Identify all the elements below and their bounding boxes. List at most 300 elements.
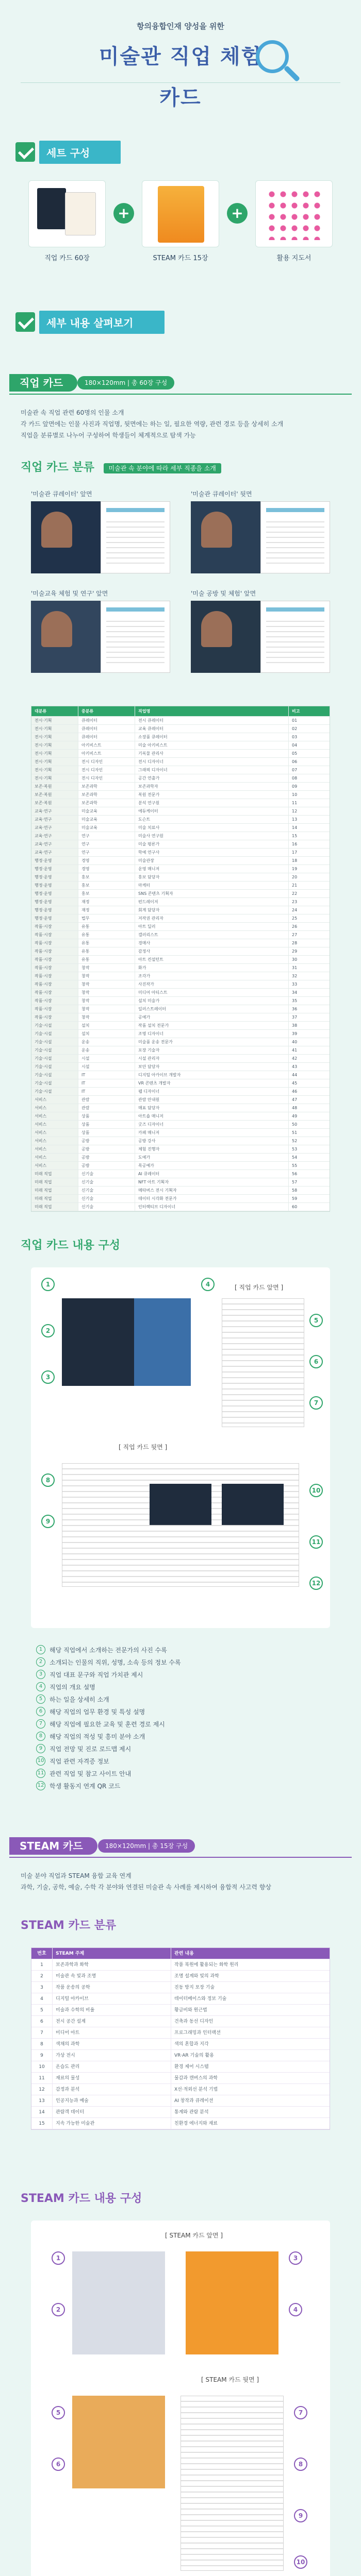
table-cell: 56 xyxy=(288,1170,330,1178)
table-cell: 미술 아키비스트 xyxy=(135,741,288,749)
table-cell: 황금비와 원근법 xyxy=(171,2005,330,2015)
table-cell: 운송 xyxy=(78,1038,135,1046)
table-cell: 10 xyxy=(288,791,330,799)
table-row xyxy=(31,964,330,972)
table-cell: 유통 xyxy=(78,931,135,939)
front-label: [ 직업 카드 앞면 ] xyxy=(235,1284,284,1291)
table-cell: 서비스 xyxy=(31,1137,78,1145)
table-cell: 사진작가 xyxy=(135,980,288,988)
table-cell: VR·AR 기술의 활용 xyxy=(171,2050,330,2061)
table-cell: NFT 아트 기획자 xyxy=(135,1178,288,1186)
table-cell: 창작 xyxy=(78,972,135,980)
table-row xyxy=(31,1088,330,1096)
table-cell: 창작 xyxy=(78,1013,135,1021)
table-cell: 전시 디자인 xyxy=(78,758,135,766)
marker-4: 4 xyxy=(201,1278,215,1291)
table-cell: 상품 xyxy=(78,1129,135,1137)
table-row xyxy=(31,1145,330,1154)
table-row xyxy=(31,873,330,882)
job-card-caption: '미술교육 체험 및 연구' 앞면 xyxy=(31,590,108,597)
table-cell: IT xyxy=(78,1079,135,1087)
table-cell: 아키비스트 xyxy=(78,741,135,749)
steam-back-image xyxy=(72,2396,165,2488)
back-label: [ STEAM 카드 뒷면 ] xyxy=(201,2376,259,2383)
steam-comp-heading: STEAM 카드 내용 구성 xyxy=(21,2192,142,2205)
table-cell: 기술·시설 xyxy=(31,1022,78,1029)
marker-1: 1 xyxy=(52,2251,65,2265)
job-sort-note: 미술관 속 분야에 따라 세부 직종을 소개 xyxy=(104,463,221,473)
table-cell: 신기술 xyxy=(78,1178,135,1186)
table-cell: 설치 xyxy=(78,1022,135,1029)
table-row xyxy=(31,1121,330,1129)
table-row xyxy=(31,1129,330,1137)
marker-8: 8 xyxy=(294,2458,307,2471)
marker-3: 3 xyxy=(289,2251,302,2265)
job-card-example xyxy=(31,589,170,673)
table-cell: 행정·운영 xyxy=(31,857,78,865)
table-cell: IT xyxy=(78,1071,135,1079)
table-cell: 서비스 xyxy=(31,1154,78,1161)
section-set-label: 세트 구성 xyxy=(39,141,121,164)
table-cell: 전시·기획 xyxy=(31,766,78,774)
table-cell: 창작 xyxy=(78,997,135,1005)
table-cell: 매표 담당자 xyxy=(135,1104,288,1112)
job-card-example xyxy=(31,489,170,573)
table-row xyxy=(31,1104,330,1112)
hero-subtitle: 항의융합인재 양성을 위한 xyxy=(137,22,224,31)
table-cell: 디지털 아카이브 개발자 xyxy=(135,1071,288,1079)
table-row xyxy=(31,947,330,956)
table-cell: 2 xyxy=(40,1974,43,1979)
list-item: 2 소개되는 인물의 직위, 성명, 소속 등의 정보 수록 xyxy=(36,1656,335,1668)
table-cell: 신기술 xyxy=(78,1195,135,1202)
marker-5: 5 xyxy=(52,2406,65,2419)
marker-4: 4 xyxy=(289,2303,302,2316)
table-row xyxy=(31,766,330,774)
card-text-block xyxy=(222,1298,304,1427)
steam-sort-heading: STEAM 카드 분류 xyxy=(21,1919,117,1932)
table-cell: 시설 xyxy=(78,1055,135,1062)
table-cell: 23 xyxy=(288,898,330,906)
table-cell: 물감과 캔버스의 과학 xyxy=(171,2073,330,2083)
table-cell: 미술 평론가 xyxy=(135,840,288,848)
table-row xyxy=(31,1046,330,1055)
table-cell: 공방 xyxy=(78,1162,135,1170)
table-cell: 전시·기획 xyxy=(31,750,78,757)
table-cell: 작품·시장 xyxy=(31,964,78,972)
table-cell: 미래 직업 xyxy=(31,1170,78,1178)
table-row xyxy=(31,2016,330,2027)
table-cell: 39 xyxy=(288,1030,330,1038)
table-cell: 작품·시장 xyxy=(31,980,78,988)
table-cell: 서비스 xyxy=(31,1104,78,1112)
table-cell: 체험 진행자 xyxy=(135,1145,288,1153)
table-cell: 홍보 담당자 xyxy=(135,873,288,881)
table-cell: 환경 제어 시스템 xyxy=(171,2061,330,2072)
set-item-label: STEAM 카드 15장 xyxy=(153,255,208,262)
section-set-heading xyxy=(15,139,121,165)
table-cell: 17 xyxy=(288,849,330,856)
table-cell: 창작 xyxy=(78,1005,135,1013)
table-cell: 20 xyxy=(288,873,330,881)
table-row xyxy=(31,1038,330,1046)
table-cell: 기술·시설 xyxy=(31,1038,78,1046)
table-header-cell: 비고 xyxy=(288,706,330,716)
table-cell: SNS 콘텐츠 기획자 xyxy=(135,890,288,897)
table-row xyxy=(31,1993,330,2005)
table-cell: 행정·운영 xyxy=(31,898,78,906)
table-cell: 전시·기획 xyxy=(31,733,78,741)
guide-thumbnail xyxy=(255,180,333,247)
set-item-steam-cards xyxy=(142,180,219,262)
list-item: 3 직업 대표 문구와 직업 가치관 제시 xyxy=(36,1668,335,1681)
table-cell: 행정·운영 xyxy=(31,914,78,922)
table-row xyxy=(31,1162,330,1170)
table-cell: 미술과 수학의 비율 xyxy=(52,2005,171,2015)
table-cell: 가상 전시 xyxy=(52,2050,171,2061)
table-cell: 34 xyxy=(288,989,330,996)
table-cell: 화가 xyxy=(135,964,288,972)
table-cell: 21 xyxy=(288,882,330,889)
list-item: 6 해당 직업의 업무 환경 및 특성 설명 xyxy=(36,1705,335,1718)
table-cell: 30 xyxy=(288,956,330,963)
table-row xyxy=(31,997,330,1005)
table-cell: 작품 운송의 공학 xyxy=(52,1982,171,1993)
job-sort-title: 직업 카드 분류 xyxy=(21,461,94,474)
table-row xyxy=(31,832,330,840)
table-cell: 작품·시장 xyxy=(31,931,78,939)
table-row xyxy=(31,1203,330,1211)
table-cell: 01 xyxy=(288,717,330,724)
table-cell: 03 xyxy=(288,733,330,741)
table-row xyxy=(31,980,330,989)
table-cell: 조각가 xyxy=(135,972,288,980)
table-row xyxy=(31,2073,330,2084)
check-icon xyxy=(15,142,35,162)
table-row xyxy=(31,956,330,964)
marker-12: 12 xyxy=(309,1577,323,1590)
table-cell: 18 xyxy=(288,857,330,865)
job-card-examples xyxy=(31,489,330,673)
table-header xyxy=(31,1948,330,1959)
table-cell: 전시 디자인 xyxy=(78,766,135,774)
list-item: 5 하는 일을 상세히 소개 xyxy=(36,1693,335,1705)
table-cell: 신기술 xyxy=(78,1170,135,1178)
table-cell: 26 xyxy=(288,923,330,930)
card-back-block xyxy=(62,1463,299,1587)
paragraph: 각 카드 앞면에는 인물 사진과 직업명, 뒷면에는 하는 일, 필요한 역량, 관련 경로 등을 상세히 소개 xyxy=(21,420,284,428)
list-item: 1 해당 직업에서 소개하는 전문가의 사진 수록 xyxy=(36,1643,335,1656)
table-row xyxy=(31,1096,330,1104)
table-row xyxy=(31,865,330,873)
table-cell: 연구 xyxy=(78,840,135,848)
table-cell: 홍보 xyxy=(78,882,135,889)
table-cell: 아트 컨설턴트 xyxy=(135,956,288,963)
paragraph: 과학, 기술, 공학, 예술, 수학 각 분야와 연결된 미술관 속 사례를 제시하여 융합적 사고력 향상 xyxy=(21,1884,271,1891)
table-row xyxy=(31,931,330,939)
hero-header xyxy=(0,0,361,118)
table-cell: 32 xyxy=(288,972,330,980)
table-cell: 보안 담당자 xyxy=(135,1063,288,1071)
table-cell: 35 xyxy=(288,997,330,1005)
marker-1: 1 xyxy=(41,1278,55,1291)
table-row xyxy=(31,906,330,914)
table-cell: 기술·시설 xyxy=(31,1030,78,1038)
table-cell: 14 xyxy=(39,2110,45,2115)
table-cell: 28 xyxy=(288,939,330,947)
table-cell: 감정사 xyxy=(135,947,288,955)
job-comp-heading: 직업 카드 내용 구성 xyxy=(21,1239,120,1252)
steam-table xyxy=(31,1947,330,2130)
marker-2: 2 xyxy=(41,1324,55,1337)
table-cell: 3 xyxy=(40,1985,43,1990)
list-item: 7 해당 직업에 필요한 교육 및 훈련 경로 제시 xyxy=(36,1718,335,1730)
marker-9: 9 xyxy=(41,1515,55,1528)
table-cell: 색채의 과학 xyxy=(52,2039,171,2049)
table-cell: 작품·시장 xyxy=(31,989,78,996)
table-cell: 조명 디자이너 xyxy=(135,1030,288,1038)
table-cell: 홍보 xyxy=(78,873,135,881)
table-cell: 웹 디자이너 xyxy=(135,1088,288,1095)
table-cell: 갤러리스트 xyxy=(135,931,288,939)
table-cell: 재료의 물성 xyxy=(52,2073,171,2083)
paragraph: 미술 분야 직업과 STEAM 융합 교육 연계 xyxy=(21,1872,132,1879)
table-cell: 홍보 xyxy=(78,890,135,897)
card-photo xyxy=(62,1298,134,1386)
table-cell: 창작 xyxy=(78,964,135,972)
marker-10: 10 xyxy=(294,2555,307,2569)
table-cell: 교육·연구 xyxy=(31,816,78,823)
table-cell: 창작 xyxy=(78,989,135,996)
table-cell: 건축과 동선 디자인 xyxy=(171,2016,330,2027)
table-cell: 13 xyxy=(288,816,330,823)
job-card-caption: '미술 공방 및 체험' 앞면 xyxy=(191,590,256,597)
table-row xyxy=(31,783,330,791)
table-row xyxy=(31,1022,330,1030)
table-cell: 감정과 분석 xyxy=(52,2084,171,2095)
table-row xyxy=(31,890,330,898)
table-cell: 16 xyxy=(288,840,330,848)
table-cell: 작품 설치 전문가 xyxy=(135,1022,288,1029)
table-cell: 연구 xyxy=(78,832,135,840)
table-cell: 54 xyxy=(288,1154,330,1161)
table-cell: 미술관 속 빛과 조명 xyxy=(52,1971,171,1981)
table-cell: 교육 큐레이터 xyxy=(135,725,288,733)
job-sort-heading xyxy=(21,459,221,474)
table-header-cell: 대분류 xyxy=(31,706,78,716)
table-row xyxy=(31,824,330,832)
table-row xyxy=(31,2061,330,2073)
table-cell: 25 xyxy=(288,914,330,922)
table-cell: 큐레이터 xyxy=(78,717,135,724)
table-cell: 작품·시장 xyxy=(31,972,78,980)
table-row xyxy=(31,2005,330,2016)
table-cell: 상품 xyxy=(78,1112,135,1120)
table-row xyxy=(31,2084,330,2095)
table-cell: 창작 xyxy=(78,980,135,988)
table-row xyxy=(31,1982,330,1993)
hero-title-box xyxy=(88,36,273,110)
table-cell: 22 xyxy=(288,890,330,897)
table-cell: 06 xyxy=(288,758,330,766)
table-cell: 작품 복원에 활용되는 화학 원리 xyxy=(171,1959,330,1970)
table-cell: 기술·시설 xyxy=(31,1055,78,1062)
divider xyxy=(21,82,340,83)
table-cell: 33 xyxy=(288,980,330,988)
section-detail-heading xyxy=(15,309,165,335)
table-header-cell: 관련 내용 xyxy=(171,1948,330,1959)
table-cell: 작품·시장 xyxy=(31,923,78,930)
table-cell: 전시·기획 xyxy=(31,758,78,766)
table-cell: 5 xyxy=(40,2008,43,2013)
table-cell: 경매사 xyxy=(135,939,288,947)
table-cell: 유통 xyxy=(78,939,135,947)
table-cell: 인공지능과 예술 xyxy=(52,2095,171,2106)
table-row xyxy=(31,1071,330,1079)
table-cell: 보존·복원 xyxy=(31,783,78,790)
table-row xyxy=(31,774,330,783)
job-card-example xyxy=(191,589,330,673)
paragraph: 직업을 분류별로 나누어 구성하여 학생들이 체계적으로 탐색 가능 xyxy=(21,432,196,439)
marker-10: 10 xyxy=(309,1484,323,1497)
table-row xyxy=(31,1195,330,1203)
table-cell: 아키비스트 xyxy=(78,750,135,757)
table-cell: 46 xyxy=(288,1088,330,1095)
table-cell: 작품·시장 xyxy=(31,956,78,963)
steam-card-thumbnail xyxy=(142,180,219,247)
table-cell: 보존·복원 xyxy=(31,791,78,799)
table-cell: 공방 xyxy=(78,1154,135,1161)
list-item: 11 관련 직업 및 참고 사이트 안내 xyxy=(36,1767,335,1780)
table-row xyxy=(31,1013,330,1022)
table-cell: 아트 딜러 xyxy=(135,923,288,930)
table-header-cell: 번호 xyxy=(37,1951,46,1956)
table-cell: 미래 직업 xyxy=(31,1187,78,1194)
table-cell: 큐레이터 xyxy=(78,733,135,741)
table-cell: 55 xyxy=(288,1162,330,1170)
table-cell: 04 xyxy=(288,741,330,749)
table-cell: 02 xyxy=(288,725,330,733)
table-row xyxy=(31,857,330,865)
table-cell: 미래 직업 xyxy=(31,1203,78,1211)
table-cell: 친환경 에너지와 재료 xyxy=(171,2118,330,2129)
table-cell: 47 xyxy=(288,1096,330,1104)
magnifier-icon xyxy=(256,40,289,73)
table-row xyxy=(31,2107,330,2118)
table-cell: 44 xyxy=(288,1071,330,1079)
hero-title: 미술관 직업 체험 카드 xyxy=(99,45,262,110)
table-cell: 서비스 xyxy=(31,1121,78,1128)
table-header-cell: 직업명 xyxy=(135,706,288,716)
table-cell: 기술·시설 xyxy=(31,1079,78,1087)
list-item: 9 직업 전망 및 진로 로드맵 제시 xyxy=(36,1742,335,1755)
table-row xyxy=(31,939,330,947)
table-cell: 13 xyxy=(39,2098,45,2104)
table-cell: 미래 직업 xyxy=(31,1195,78,1202)
job-card-band xyxy=(0,371,361,395)
table-cell: 서비스 xyxy=(31,1112,78,1120)
table-cell: 회계 담당자 xyxy=(135,906,288,914)
table-cell: 분석 연구원 xyxy=(135,799,288,807)
table-cell: 29 xyxy=(288,947,330,955)
steam-spec: 180×120mm | 총 15장 구성 xyxy=(98,1839,195,1853)
table-cell: 학예 연구사 xyxy=(135,849,288,856)
table-cell: X선·적외선 분석 기법 xyxy=(171,2084,330,2095)
table-row xyxy=(31,791,330,799)
table-row xyxy=(31,1959,330,1971)
table-cell: 미술교육 xyxy=(78,824,135,832)
table-cell: 연구 xyxy=(78,849,135,856)
steam-tag: STEAM 카드 xyxy=(9,1837,97,1855)
table-cell: 보존과학과 화학 xyxy=(52,1959,171,1970)
job-card-diagram xyxy=(31,1267,330,1628)
table-cell: 미디어 아트 xyxy=(52,2027,171,2038)
table-cell: 작품·시장 xyxy=(31,1013,78,1021)
table-cell: 미술관장 xyxy=(135,857,288,865)
table-cell: 마케터 xyxy=(135,882,288,889)
table-cell: 41 xyxy=(288,1046,330,1054)
table-cell: 행정·운영 xyxy=(31,906,78,914)
table-cell: AI 창작과 큐레이션 xyxy=(171,2095,330,2106)
marker-6: 6 xyxy=(52,2458,65,2471)
table-cell: 관람 xyxy=(78,1096,135,1104)
table-row xyxy=(31,717,330,725)
table-cell: 12 xyxy=(288,807,330,815)
table-cell: 59 xyxy=(288,1195,330,1202)
table-row xyxy=(31,989,330,997)
table-cell: 경영 xyxy=(78,857,135,865)
table-cell: 미술품 운송 전문가 xyxy=(135,1038,288,1046)
table-row xyxy=(31,898,330,906)
table-cell: 51 xyxy=(288,1129,330,1137)
table-cell: 48 xyxy=(288,1104,330,1112)
table-cell: 27 xyxy=(288,931,330,939)
table-cell: 10 xyxy=(39,2064,45,2070)
table-row xyxy=(31,1187,330,1195)
table-cell: 서비스 xyxy=(31,1129,78,1137)
table-header-cell: 중분류 xyxy=(78,706,135,716)
table-cell: 운송 xyxy=(78,1046,135,1054)
table-cell: 31 xyxy=(288,964,330,972)
table-cell: 미술 치료사 xyxy=(135,824,288,832)
table-cell: 보존과학 xyxy=(78,783,135,790)
table-cell: VR 콘텐츠 개발자 xyxy=(135,1079,288,1087)
table-cell: 설치 xyxy=(78,1030,135,1038)
job-card-tag: 직업 카드 xyxy=(9,374,77,392)
table-row xyxy=(31,1030,330,1038)
table-row xyxy=(31,741,330,750)
table-cell: 공간 연출가 xyxy=(135,774,288,782)
table-cell: 50 xyxy=(288,1121,330,1128)
table-cell: 인터랙티브 디자이너 xyxy=(135,1203,288,1211)
table-cell: 공방 xyxy=(78,1145,135,1153)
table-cell: 시설 xyxy=(78,1063,135,1071)
back-label: [ 직업 카드 뒷면 ] xyxy=(119,1444,168,1451)
table-header xyxy=(31,706,330,717)
list-item: 8 해당 직업의 적성 및 흥미 분야 소개 xyxy=(36,1730,335,1742)
table-cell: 관람 xyxy=(78,1104,135,1112)
table-cell: 보존과학자 xyxy=(135,783,288,790)
table-cell: 08 xyxy=(288,774,330,782)
table-cell: 미래 직업 xyxy=(31,1178,78,1186)
set-item-guide xyxy=(255,180,333,262)
list-item: 4 직업의 개요 설명 xyxy=(36,1681,335,1693)
table-cell: 신기술 xyxy=(78,1187,135,1194)
table-cell: 도예가 xyxy=(135,1154,288,1161)
table-row xyxy=(31,840,330,849)
table-cell: 소장품 큐레이터 xyxy=(135,733,288,741)
table-cell: 11 xyxy=(39,2076,45,2081)
